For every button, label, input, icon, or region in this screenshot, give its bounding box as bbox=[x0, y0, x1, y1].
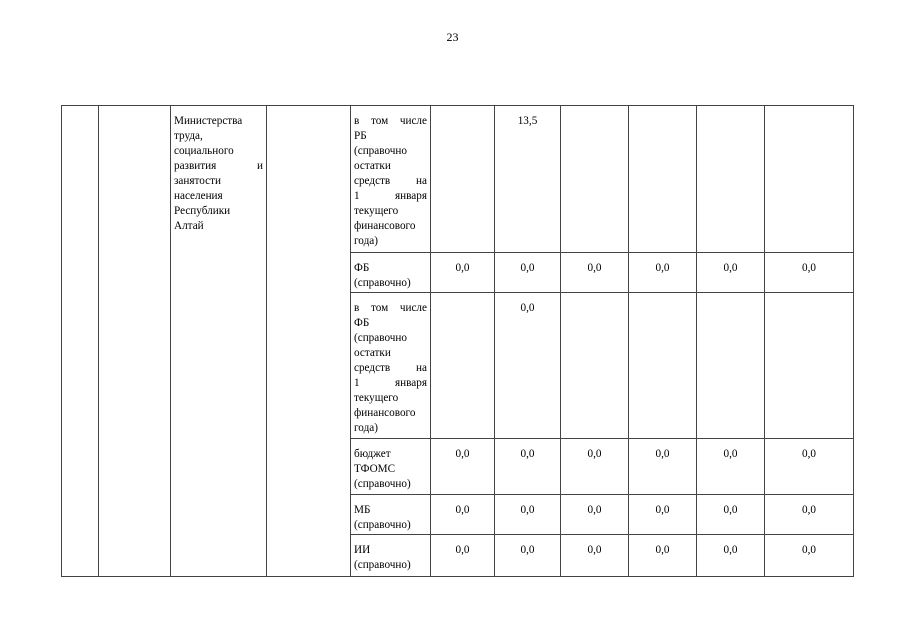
funding-source-cell bbox=[351, 439, 431, 495]
funding-source-word: числе bbox=[399, 115, 427, 127]
value-cell: 0,0 bbox=[697, 439, 765, 495]
value-cell: 0,0 bbox=[765, 495, 854, 535]
organization-line: Министерства bbox=[174, 115, 243, 127]
funding-source-word: средств bbox=[354, 362, 391, 374]
value-cell: 0,0 bbox=[495, 495, 561, 535]
organization-line bbox=[174, 159, 263, 174]
value-cell: 0,0 bbox=[697, 495, 765, 535]
value-cell: 0,0 bbox=[495, 253, 561, 293]
value-cell: 0,0 bbox=[765, 535, 854, 577]
value-cell: 0,0 bbox=[629, 253, 697, 293]
table-row bbox=[62, 106, 854, 253]
funding-source-line: текущего bbox=[354, 205, 399, 217]
funding-source-line: (справочно) bbox=[354, 559, 411, 571]
funding-source-line: ФБ bbox=[354, 317, 370, 329]
organization-word: и bbox=[257, 160, 263, 172]
funding-source-line: (справочно bbox=[354, 145, 407, 157]
value-cell bbox=[561, 106, 629, 253]
funding-source-word: в bbox=[354, 302, 360, 314]
value-cell: 0,0 bbox=[495, 439, 561, 495]
organization-line: Республики bbox=[174, 205, 231, 217]
value-cell bbox=[431, 293, 495, 439]
value-cell: 0,0 bbox=[697, 253, 765, 293]
value-cell bbox=[629, 106, 697, 253]
value-cell: 0,0 bbox=[629, 495, 697, 535]
funding-source-line: (справочно bbox=[354, 332, 407, 344]
funding-source-word: числе bbox=[399, 302, 427, 314]
funding-source-word: том bbox=[370, 302, 389, 314]
page-number: 23 bbox=[446, 30, 459, 44]
funding-source-word: января bbox=[395, 377, 427, 389]
funding-source-cell bbox=[351, 495, 431, 535]
funding-source-line: МБ bbox=[354, 504, 371, 516]
value-cell bbox=[765, 106, 854, 253]
value-cell bbox=[765, 293, 854, 439]
funding-source-word: на bbox=[416, 175, 427, 187]
value-cell: 13,5 bbox=[495, 106, 561, 253]
value-cell: 0,0 bbox=[431, 253, 495, 293]
funding-source-cell bbox=[351, 535, 431, 577]
funding-source-word: 1 bbox=[354, 377, 360, 389]
value-cell: 0,0 bbox=[495, 535, 561, 577]
value-cell: 0,0 bbox=[561, 535, 629, 577]
funding-source-line: остатки bbox=[354, 160, 391, 172]
funding-source-word: средств bbox=[354, 175, 391, 187]
funding-source-word: том bbox=[370, 115, 389, 127]
empty-cell bbox=[267, 106, 351, 577]
funding-source-line: (справочно) bbox=[354, 519, 411, 531]
funding-source-line bbox=[354, 114, 427, 129]
funding-source-line: РБ bbox=[354, 130, 367, 142]
funding-source-line: (справочно) bbox=[354, 478, 411, 490]
value-cell: 0,0 bbox=[431, 495, 495, 535]
funding-source-line bbox=[354, 301, 427, 316]
funding-source-line bbox=[354, 376, 427, 391]
funding-source-line: остатки bbox=[354, 347, 391, 359]
value-cell: 0,0 bbox=[431, 439, 495, 495]
value-cell bbox=[561, 293, 629, 439]
funding-source-line: ТФОМС bbox=[354, 463, 396, 475]
funding-source-cell bbox=[351, 253, 431, 293]
organization-line: труда, bbox=[174, 130, 203, 142]
value-cell: 0,0 bbox=[431, 535, 495, 577]
value-cell bbox=[697, 106, 765, 253]
organization-word: развития bbox=[174, 160, 217, 172]
value-cell: 0,0 bbox=[561, 495, 629, 535]
budget-table bbox=[61, 105, 854, 577]
funding-source-line: финансового bbox=[354, 220, 416, 232]
funding-source-line: финансового bbox=[354, 407, 416, 419]
funding-source-line bbox=[354, 174, 427, 189]
funding-source-line: ИИ bbox=[354, 544, 371, 556]
funding-source-cell bbox=[351, 106, 431, 253]
value-cell: 0,0 bbox=[561, 439, 629, 495]
organization-line: социального bbox=[174, 145, 234, 157]
value-cell: 0,0 bbox=[629, 439, 697, 495]
funding-source-line: текущего bbox=[354, 392, 399, 404]
value-cell: 0,0 bbox=[495, 293, 561, 439]
funding-source-word: в bbox=[354, 115, 360, 127]
funding-source-word: на bbox=[416, 362, 427, 374]
value-cell bbox=[629, 293, 697, 439]
funding-source-line: бюджет bbox=[354, 448, 391, 460]
funding-source-line bbox=[354, 189, 427, 204]
organization-line: Алтай bbox=[174, 220, 204, 232]
organization-cell bbox=[171, 106, 267, 577]
funding-source-line: ФБ bbox=[354, 262, 370, 274]
funding-source-line: года) bbox=[354, 235, 378, 247]
funding-source-line bbox=[354, 361, 427, 376]
value-cell: 0,0 bbox=[697, 535, 765, 577]
value-cell: 0,0 bbox=[765, 439, 854, 495]
empty-cell bbox=[99, 106, 171, 577]
funding-source-word: 1 bbox=[354, 190, 360, 202]
funding-source-line: года) bbox=[354, 422, 378, 434]
funding-source-cell bbox=[351, 293, 431, 439]
value-cell: 0,0 bbox=[765, 253, 854, 293]
value-cell: 0,0 bbox=[561, 253, 629, 293]
empty-cell bbox=[62, 106, 99, 577]
funding-source-word: января bbox=[395, 190, 427, 202]
organization-line: населения bbox=[174, 190, 223, 202]
value-cell: 0,0 bbox=[629, 535, 697, 577]
funding-source-line: (справочно) bbox=[354, 277, 411, 289]
value-cell bbox=[431, 106, 495, 253]
value-cell bbox=[697, 293, 765, 439]
organization-line: занятости bbox=[174, 175, 221, 187]
